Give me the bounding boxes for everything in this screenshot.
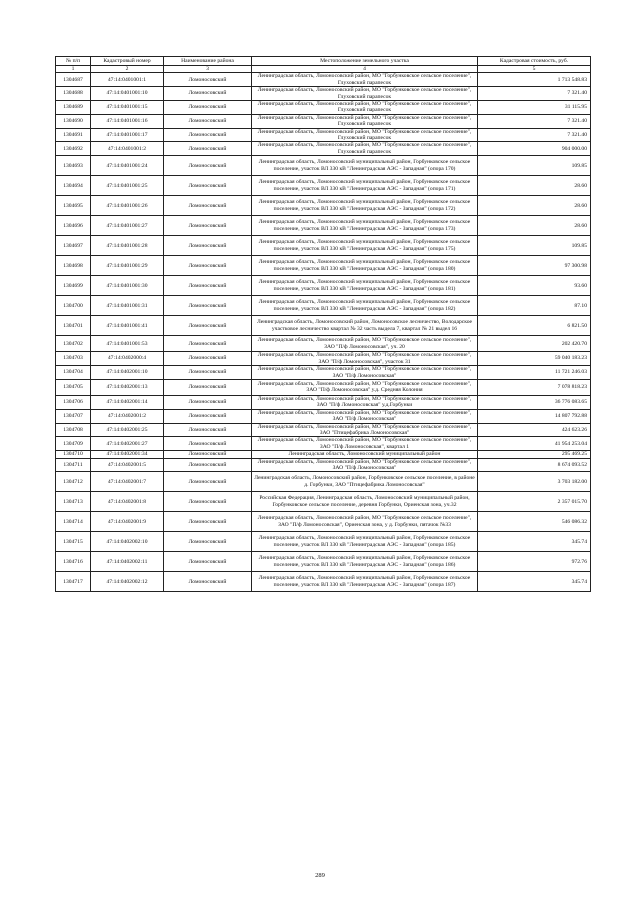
table-row [56,379,591,395]
district-name: Ломоносовский [164,87,252,101]
cadastral-number: 47:14:0401001:24 [91,156,164,176]
parcel-location: Ленинградская область, Ломоносовский район, МО "Горбунковское сельское поселение", ЗАО "П/ф Ломоносовская" у.д.Горбунки [252,395,478,409]
column-index: 2 [91,66,164,73]
parcel-location: Ленинградская область, Ломоносовский район, МО "Горбунковское сельское поселение", ЗАО "Птицефабрика Ломоносовская" [252,423,478,437]
cadastral-number: 47:14:0401001:41 [91,316,164,336]
row-number: 1304708 [56,423,91,437]
cadastral-value: 345.74 [478,532,591,552]
district-name: Ломоносовский [164,156,252,176]
parcel-location: Ленинградская область, Ломоносовский муниципальный район, Горбунковское сельское поселение, участок ВЛ 330 кВ "Ленинградская АЭС - Западная" (опора 171) [252,176,478,196]
cadastral-value: 41 954 253.04 [478,437,591,451]
district-name: Ломоносовский [164,472,252,492]
cadastral-number: 47:14:0401001:2 [91,142,164,156]
table-row [56,336,591,352]
cadastral-number: 47:14:0401001:26 [91,196,164,216]
table-row [56,451,591,458]
parcel-location: Ленинградская область, Ломоносовский район, МО "Горбунковское сельское поселение", ЗАО "П/ф Ломоносовская" у.д. Средняя Колония [252,379,478,395]
table-header-row [56,57,591,66]
cadastral-number: 47:14:0402001:9 [91,512,164,532]
cadastral-value: 904 000.00 [478,142,591,156]
cadastral-number: 47:14:0402001:25 [91,423,164,437]
column-numbering-row [56,66,591,73]
table-row [56,114,591,128]
row-number: 1304703 [56,352,91,366]
cadastral-number: 47:14:0402001:7 [91,472,164,492]
parcel-location: Ленинградская область, Ломоносовский район, МО "Горбунковское сельское поселение", ЗАО "П/ф Ломоносовская" [252,409,478,423]
district-name: Ломоносовский [164,276,252,296]
cadastral-value: 1 713 548.83 [478,73,591,87]
row-number: 1304710 [56,451,91,458]
row-number: 1304700 [56,296,91,316]
district-name: Ломоносовский [164,437,252,451]
row-number: 1304713 [56,492,91,512]
cadastral-value: 7 078 818.23 [478,379,591,395]
cadastral-value: 202 420.70 [478,336,591,352]
table-row [56,101,591,115]
district-name: Ломоносовский [164,552,252,572]
col-header-district: Наименование района [164,57,252,66]
cadastral-value: 97 300.98 [478,256,591,276]
parcel-location: Ленинградская область, Ломоносовский район, МО "Горбунковское сельское поселение", ЗАО "П/ф Ломоносовская", уч. 20 [252,336,478,352]
parcel-location: Ленинградская область, Ломоносовский район, МО "Горбунковское сельское поселение", Глуховский парапесок [252,101,478,115]
district-name: Ломоносовский [164,176,252,196]
district-name: Ломоносовский [164,409,252,423]
district-name: Ломоносовский [164,128,252,142]
district-name: Ломоносовский [164,114,252,128]
cadastral-number: 47:14:0401001:53 [91,336,164,352]
cadastral-number: 47:14:0402001:10 [91,366,164,380]
table-row [56,458,591,472]
col-header-number: № п/п [56,57,91,66]
row-number: 1304706 [56,395,91,409]
column-index: 3 [164,66,252,73]
parcel-location: Ленинградская область, Ломоносовский район, МО "Горбунковское сельское поселение", ЗАО "П/ф Ломоносовская", Ориенская зона, у д. Горбунки, пятачок №33 [252,512,478,532]
column-index: 4 [252,66,478,73]
parcel-location: Ленинградская область, Ломоносовский район, МО "Горбунковское сельское поселение", Глуховский парапесок [252,114,478,128]
cadastral-value: 11 721 246.03 [478,366,591,380]
district-name: Ломоносовский [164,216,252,236]
district-name: Ломоносовский [164,101,252,115]
district-name: Ломоносовский [164,458,252,472]
district-name: Ломоносовский [164,451,252,458]
cadastral-value: 7 321.40 [478,87,591,101]
table-row [56,196,591,216]
district-name: Ломоносовский [164,142,252,156]
table-row [56,472,591,492]
cadastral-number: 47:14:0402001:13 [91,379,164,395]
table-row [56,73,591,87]
district-name: Ломоносовский [164,395,252,409]
cadastral-value: 36 776 083.65 [478,395,591,409]
document-page [55,56,590,592]
parcel-location: Ленинградская область, Ломоносовский муниципальный район, Горбунковское сельское поселение, участок ВЛ 330 кВ "Ленинградская АЭС - Западная" (опора 172) [252,196,478,216]
table-row [56,128,591,142]
table-row [56,256,591,276]
cadastral-number: 47:14:0402001:34 [91,451,164,458]
row-number: 1304691 [56,128,91,142]
parcel-location: Российская Федерация, Ленинградская область, Ломоносовский муниципальный район, Горбунковское сельское поселение, деревня Горбунки, Ориенская зона, уч.32 [252,492,478,512]
row-number: 1304693 [56,156,91,176]
table-row [56,532,591,552]
row-number: 1304688 [56,87,91,101]
cadastral-value: 109.85 [478,156,591,176]
cadastral-number: 47:14:0401001:16 [91,114,164,128]
row-number: 1304694 [56,176,91,196]
parcel-location: Ленинградская область, Ломоносовский район, МО "Горбунковское сельское поселение", Глуховский парапесок [252,128,478,142]
table-row [56,236,591,256]
cadastral-number: 47:14:0402002:10 [91,532,164,552]
col-header-cadastral-number: Кадастровый номер [91,57,164,66]
cadastral-value: 8 674 093.52 [478,458,591,472]
table-row [56,316,591,336]
parcel-location: Ленинградская область, Ломоносовский муниципальный район, Горбунковское сельское поселение, участок ВЛ 330 кВ "Ленинградская АЭС - Западная" (опора 170) [252,156,478,176]
cadastral-value: 3 703 182.00 [478,472,591,492]
table-row [56,512,591,532]
cadastral-value: 93.60 [478,276,591,296]
table-row [56,423,591,437]
table-row [56,142,591,156]
row-number: 1304697 [56,236,91,256]
cadastral-number: 47:14:0402002:12 [91,572,164,592]
district-name: Ломоносовский [164,316,252,336]
cadastral-value: 2 357 015.70 [478,492,591,512]
parcel-location: Ленинградская область, Ломоносовский район, Горбунковское сельское поселение, в районе д. Горбунки, ЗАО "Птицефабрика Ломоносовская" [252,472,478,492]
table-row [56,176,591,196]
district-name: Ломоносовский [164,423,252,437]
table-row [56,276,591,296]
row-number: 1304707 [56,409,91,423]
row-number: 1304695 [56,196,91,216]
parcel-location: Ленинградская область, Ломоносовский муниципальный район, Горбунковское сельское поселение, участок ВЛ 330 кВ "Ленинградская АЭС - Западная" (опора 187) [252,572,478,592]
cadastral-number: 47:14:0402001:27 [91,437,164,451]
district-name: Ломоносовский [164,532,252,552]
district-name: Ломоносовский [164,366,252,380]
parcel-location: Ленинградская область, Ломоносовский муниципальный район, Горбунковское сельское поселение, участок ВЛ 330 кВ "Ленинградская АЭС - Западная" (опора 186) [252,552,478,572]
table-row [56,216,591,236]
row-number: 1304704 [56,366,91,380]
cadastral-value: 546 086.32 [478,512,591,532]
cadastral-number: 47:14:0402000:4 [91,352,164,366]
cadastral-number: 47:14:0401001:30 [91,276,164,296]
district-name: Ломоносовский [164,379,252,395]
parcel-location: Ленинградская область, Ломоносовский район, МО "Горбунковское сельское поселение", ЗАО "П/ф Ломоносовская", квартал 1 [252,437,478,451]
cadastral-number: 47:14:0402001:14 [91,395,164,409]
table-body [56,73,591,592]
cadastral-value: 972.76 [478,552,591,572]
cadastral-value: 7 321.40 [478,128,591,142]
row-number: 1304689 [56,101,91,115]
cadastral-number: 47:14:0401001:25 [91,176,164,196]
cadastral-value: 109.85 [478,236,591,256]
row-number: 1304714 [56,512,91,532]
parcel-location: Ленинградская область, Ломоносовский муниципальный район, Горбунковское сельское поселение, участок ВЛ 330 кВ "Ленинградская АЭС - Западная" (опора 175) [252,236,478,256]
table-row [56,156,591,176]
cadastral-number: 47:14:0401001:1 [91,73,164,87]
cadastral-value: 28.60 [478,176,591,196]
parcel-location: Ленинградская область, Ломоносовский район, МО "Горбунковское сельское поселение", Глуховский парапесок [252,87,478,101]
parcel-location: Ленинградская область, Ломоносовский муниципальный район, Горбунковское сельское поселение, участок ВЛ 330 кВ "Ленинградская АЭС - Западная" (опора 185) [252,532,478,552]
cadastral-value: 28.60 [478,196,591,216]
row-number: 1304705 [56,379,91,395]
col-header-cadastral-value: Кадастровая стоимость, руб. [478,57,591,66]
table-row [56,296,591,316]
cadastral-number: 47:14:0401001:31 [91,296,164,316]
column-index: 1 [56,66,91,73]
row-number: 1304687 [56,73,91,87]
cadastral-value: 295 469.25 [478,451,591,458]
row-number: 1304709 [56,437,91,451]
cadastral-value: 28.60 [478,216,591,236]
district-name: Ломоносовский [164,296,252,316]
cadastral-number: 47:14:0402001:8 [91,492,164,512]
cadastral-table [55,56,591,592]
cadastral-value: 345.74 [478,572,591,592]
row-number: 1304712 [56,472,91,492]
row-number: 1304715 [56,532,91,552]
parcel-location: Ленинградская область, Ломоносовский муниципальный район, Горбунковское сельское поселение, участок ВЛ 330 кВ "Ленинградская АЭС - Западная" (опора 180) [252,256,478,276]
parcel-location: Ленинградская область, Ломоносовский муниципальный район [252,451,478,458]
parcel-location: Ленинградская область, Ломоносовский муниципальный район, Горбунковское сельское поселение, участок ВЛ 330 кВ "Ленинградская АЭС - Западная" (опора 173) [252,216,478,236]
cadastral-value: 424 623.26 [478,423,591,437]
row-number: 1304696 [56,216,91,236]
table-row [56,366,591,380]
district-name: Ломоносовский [164,572,252,592]
cadastral-value: 6 821.50 [478,316,591,336]
page-number: 289 [315,872,325,879]
district-name: Ломоносовский [164,352,252,366]
cadastral-number: 47:14:0401001:15 [91,101,164,115]
cadastral-number: 47:14:0401001:17 [91,128,164,142]
row-number: 1304702 [56,336,91,352]
cadastral-number: 47:14:0401001:29 [91,256,164,276]
parcel-location: Ленинградская область, Ломоносовский муниципальный район, Горбунковское сельское поселение, участок ВЛ 330 кВ "Ленинградская АЭС - Западная" (опора 181) [252,276,478,296]
district-name: Ломоносовский [164,492,252,512]
cadastral-number: 47:14:0402001:5 [91,458,164,472]
cadastral-value: 7 321.40 [478,114,591,128]
cadastral-number: 47:14:0402002:11 [91,552,164,572]
table-row [56,352,591,366]
district-name: Ломоносовский [164,236,252,256]
row-number: 1304699 [56,276,91,296]
row-number: 1304717 [56,572,91,592]
district-name: Ломоносовский [164,73,252,87]
district-name: Ломоносовский [164,256,252,276]
row-number: 1304692 [56,142,91,156]
cadastral-number: 47:14:0402001:2 [91,409,164,423]
col-header-location: Местоположение земельного участка [252,57,478,66]
parcel-location: Ленинградская область, Ломоносовский район, МО "Горбунковское сельское поселение", ЗАО "П/ф Ломоносовская" [252,458,478,472]
district-name: Ломоносовский [164,336,252,352]
cadastral-number: 47:14:0401001:10 [91,87,164,101]
table-row [56,87,591,101]
table-row [56,437,591,451]
cadastral-value: 59 040 183.23 [478,352,591,366]
row-number: 1304711 [56,458,91,472]
table-row [56,395,591,409]
table-row [56,572,591,592]
row-number: 1304701 [56,316,91,336]
row-number: 1304698 [56,256,91,276]
district-name: Ломоносовский [164,512,252,532]
table-row [56,409,591,423]
parcel-location: Ленинградская область, Ломоносовский район, МО "Горбунковское сельское поселение", ЗАО "П/ф Ломоносовская" [252,366,478,380]
row-number: 1304690 [56,114,91,128]
parcel-location: Ленинградская область, Ломоносовский муниципальный район, Горбунковское сельское поселение, участок ВЛ 330 кВ "Ленинградская АЭС - Западная" (опора 182) [252,296,478,316]
parcel-location: Ленинградская область, Ломоносовский район, МО "Горбунковское сельское поселение", Глуховский парапесок [252,142,478,156]
cadastral-number: 47:14:0401001:28 [91,236,164,256]
row-number: 1304716 [56,552,91,572]
cadastral-value: 14 807 792.88 [478,409,591,423]
cadastral-value: 31 115.95 [478,101,591,115]
cadastral-value: 87.10 [478,296,591,316]
parcel-location: Ленинградская область, Ломоносовский район, МО "Горбунковское сельское поселение", Глуховский парапесок [252,73,478,87]
district-name: Ломоносовский [164,196,252,216]
parcel-location: Ленинградская область, Ломоносовский район, МО "Горбунковское сельское поселение", ЗАО "П/ф Ломоносовская", участок 31 [252,352,478,366]
table-row [56,552,591,572]
cadastral-number: 47:14:0401001:27 [91,216,164,236]
parcel-location: Ленинградская область, Ломоносовский район, Ломоносовское лесничество, Володарское участковое лесничество квартал № 32 часть выдела 7, квартал № 21 выдел 16 [252,316,478,336]
column-index: 5 [478,66,591,73]
table-row [56,492,591,512]
